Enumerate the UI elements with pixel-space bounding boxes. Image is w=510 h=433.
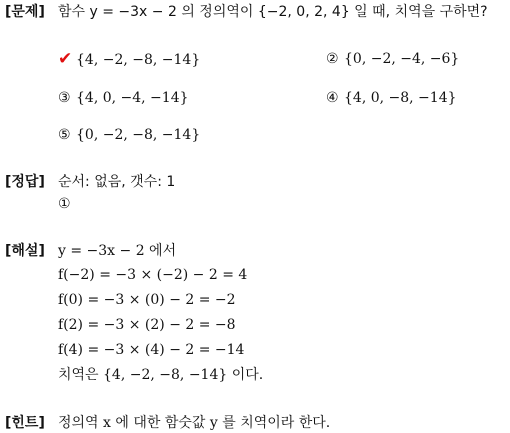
hint-tag: [힌트] — [5, 415, 45, 431]
answer-tag: [정답] — [5, 174, 45, 190]
option-2[interactable] — [326, 49, 459, 69]
explanation-tag: [해설] — [5, 243, 45, 259]
option-3-marker: ③ — [58, 90, 71, 106]
explanation-line-6: 치역은 {4, −2, −8, −14} 이다. — [58, 367, 264, 383]
explanation-line-1: y = −3x − 2 에서 — [58, 243, 177, 259]
explanation-line-3: f(0) = −3 × (0) − 2 = −2 — [58, 292, 236, 308]
option-5[interactable] — [58, 125, 200, 145]
question-tag: [문제] — [5, 4, 45, 20]
answer-line-2: ① — [58, 196, 71, 212]
option-3-text: {4, 0, −4, −14} — [76, 90, 189, 106]
answer-line-1: 순서: 없음, 갯수: 1 — [58, 174, 176, 190]
option-1[interactable] — [58, 49, 200, 70]
option-1-text: {4, −2, −8, −14} — [76, 52, 201, 68]
explanation-line-5: f(4) = −3 × (4) − 2 = −14 — [58, 342, 245, 358]
option-4-marker: ④ — [326, 90, 339, 106]
question-text: 함수 y = −3x − 2 의 정의역이 {−2, 0, 2, 4} 일 때, 치역을 구하면? — [58, 4, 488, 20]
explanation-line-4: f(2) = −3 × (2) − 2 = −8 — [58, 317, 236, 333]
hint-text: 정의역 x 에 대한 함숫값 y 를 치역이라 한다. — [58, 415, 331, 431]
option-4[interactable] — [326, 88, 457, 108]
option-2-text: {0, −2, −4, −6} — [344, 51, 460, 67]
check-icon: ✔ — [58, 49, 73, 69]
option-5-text: {0, −2, −8, −14} — [76, 127, 201, 143]
option-4-text: {4, 0, −8, −14} — [344, 90, 457, 106]
explanation-line-2: f(−2) = −3 × (−2) − 2 = 4 — [58, 267, 248, 283]
option-3[interactable] — [58, 88, 189, 108]
option-2-marker: ② — [326, 51, 339, 67]
option-5-marker: ⑤ — [58, 127, 71, 143]
